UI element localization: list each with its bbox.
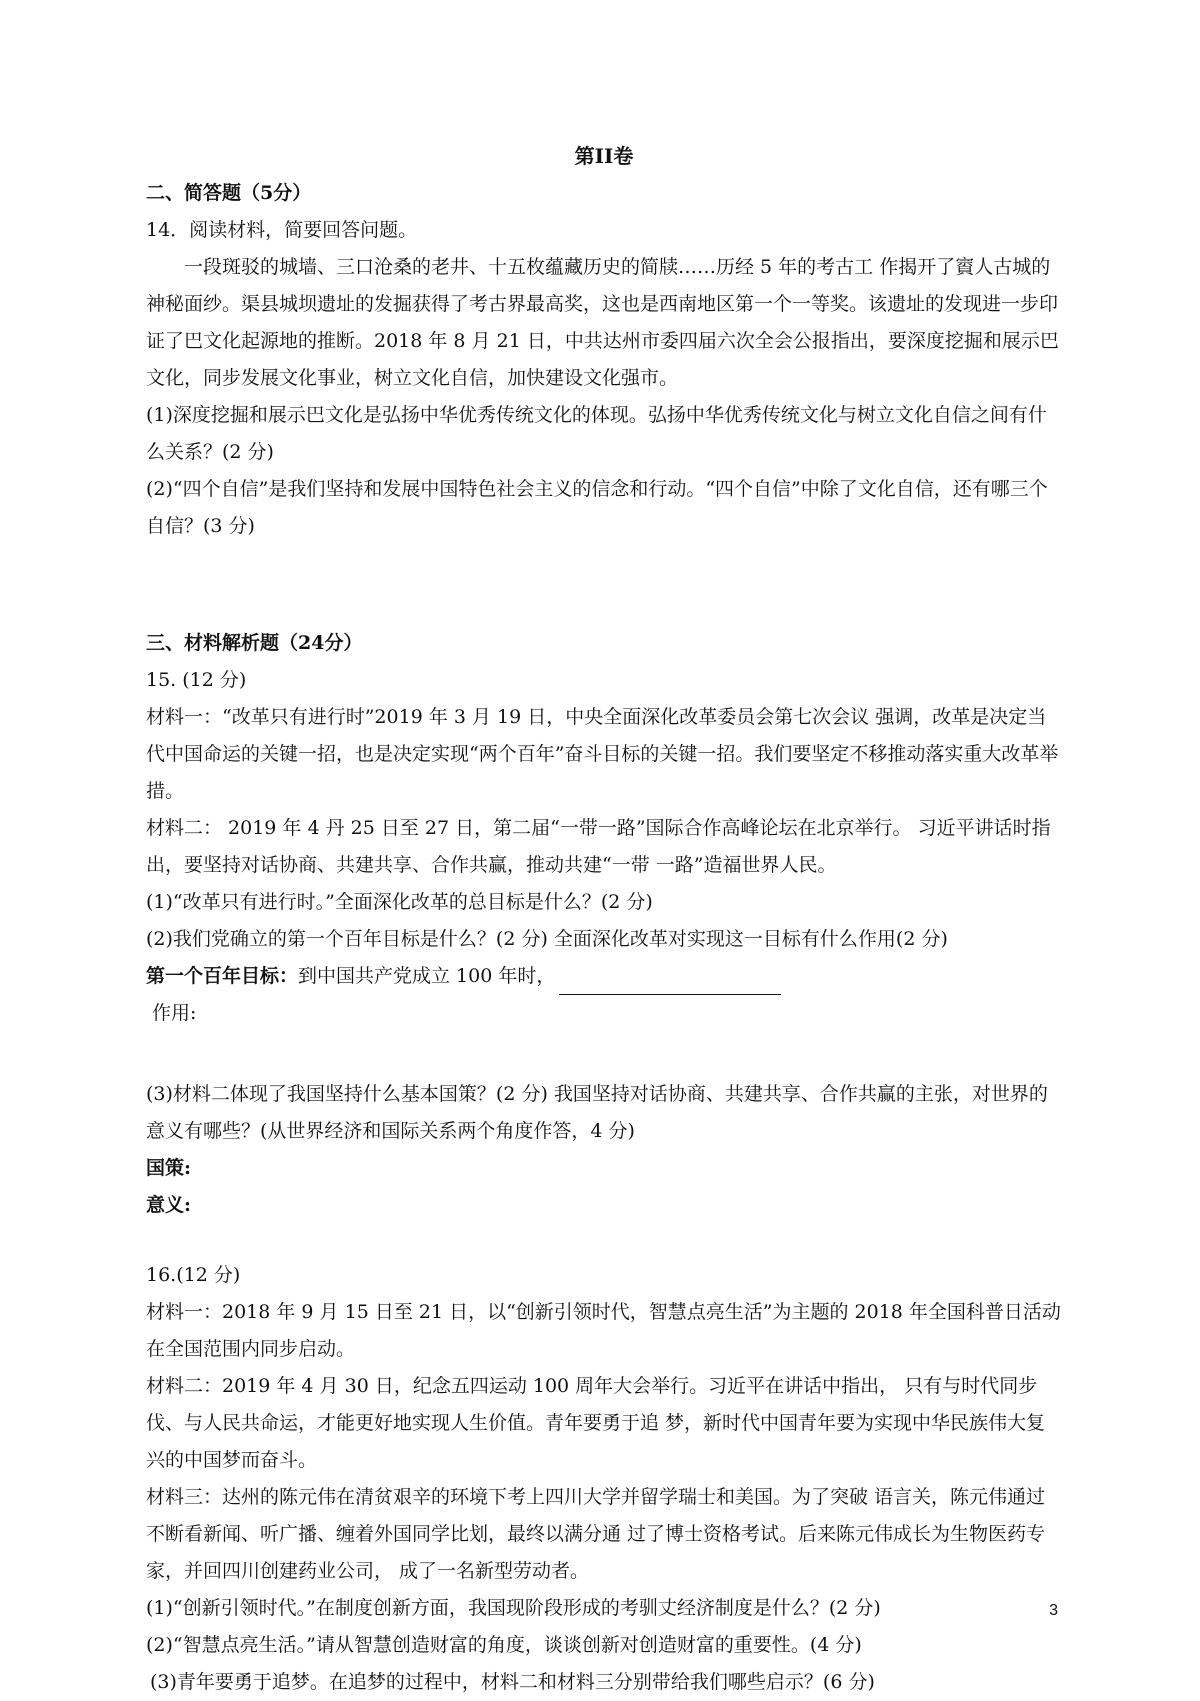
q14-material: 一段斑驳的城墙、三口沧桑的老井、十五枚蕴藏历史的简牍……历经 5 年的考古工 作揭开了賨人古城的神秘面纱。渠县城坝遗址的发掘获得了考古界最高奖，这也是西南地区第一个一等奖。该遗址的发现进一步印证了巴文化起源地的推断。2018 年 8 月 21 日，中共达州市委四届六次全会公报指出，要深度挖掘和展示巴文化，同步发展文化事业，树立文化自信，加快建设文化强市。 (146, 256, 1059, 389)
q15-subquestion-2: (2)我们党确立的第一个百年目标是什么？(2 分) 全面深化改革对实现这一目标有什么作用(2 分) (146, 928, 948, 950)
q14-subquestion-1: (1)深度挖掘和展示巴文化是弘扬中华优秀传统文化的体现。弘扬中华优秀传统文化与树立文化自信之间有什么关系？(2 分) (146, 404, 1047, 463)
q16-subquestion-1: (1)“创新引领时代。”在制度创新方面，我国现阶段形成的考驯丈经济制度是什么？(2 分) (146, 1597, 881, 1619)
part3-heading: 三、材料解析题（24分） (146, 632, 363, 654)
q16-material-1: 材料一：2018 年 9 月 15 日至 21 日，以“创新引领时代，智慧点亮生活”为主题的 2018 年全国科普日活动在全国范围内同步启动。 (146, 1301, 1061, 1360)
q15-intro: 15. (12 分) (146, 669, 247, 691)
answer-space (146, 1032, 1062, 1076)
q16-material-3: 材料三：达州的陈元伟在清贫艰辛的环境下考上四川大学并留学瑞士和美国。为了突破 语言关，陈元伟通过不断看新闻、听广播、缠着外国同学比划，最终以满分通 过了博士资格考试。后来陈元伟成长为生物医药专家，并回四川创建药业公司， 成了一名新型劳动者。 (146, 1486, 1046, 1582)
q15-goal-line (146, 958, 1062, 995)
q14-intro: 14．阅读材料，简要回答问题。 (146, 219, 418, 241)
q16-subquestion-3: (3)青年要勇于追梦。在追梦的过程中，材料二和材料三分别带给我们哪些启示？(6 分) (150, 1671, 875, 1693)
q15-goal-label: 第一个百年目标： (146, 965, 299, 987)
q15-material-1: 材料一：“改革只有进行时”2019 年 3 月 19 日，中央全面深化改革委员会第七次会议 强调，改革是决定当代中国命运的关键一招，也是决定实现“两个百年”奋斗目标的关键一招。我们要坚定不移推动落实重大改革举措。 (146, 706, 1059, 802)
q16-subquestion-2: (2)“智慧点亮生活。”请从智慧创造财富的角度，谈谈创新对创造财富的重要性。(4 分) (146, 1634, 862, 1656)
answer-blank-line[interactable] (559, 968, 781, 995)
q14-subquestion-2: (2)“四个自信”是我们坚持和发展中国特色社会主义的信念和行动。“四个自信”中除了文化自信，还有哪三个自信？(3 分) (146, 478, 1048, 537)
part2-heading: 二、简答题（5分） (146, 182, 312, 204)
q15-material-2: 材料二： 2019 年 4 丹 25 日至 27 日，第二届“一带一路”国际合作高峰论坛在北京举行。 习近平讲话时指出，要坚持对话协商、共建共享、合作共赢，推动共建“一带 一路”造福世界人民。 (146, 817, 1051, 876)
spacer (146, 1224, 1062, 1257)
q16-material-2: 材料二：2019 年 4 月 30 日，纪念五四运动 100 周年大会举行。习近平在讲话中指出， 只有与时代同步伐、与人民共命运，才能更好地实现人生价值。青年要勇于追 梦，新时代中国青年要为实现中华民族伟大复兴的中国梦而奋斗。 (146, 1375, 1046, 1471)
q15-goal-text: 到中国共产党成立 100 年时， (298, 965, 556, 987)
section-title: 第II卷 (574, 144, 634, 168)
q15-subquestion-1: (1)“改革只有进行时。”全面深化改革的总目标是什么？(2 分) (146, 891, 653, 913)
q15-meaning-label: 意义: (146, 1194, 192, 1216)
q15-effect-label: 作用: (152, 1002, 197, 1024)
spacer (146, 545, 1062, 625)
q15-subquestion-3: (3)材料二体现了我国坚持什么基本国策？(2 分) 我国坚持对话协商、共建共享、合作共赢的主张，对世界的意义有哪些？(从世界经济和国际关系两个角度作答，4 分) (146, 1083, 1048, 1142)
page-number: 3 (1049, 1602, 1058, 1619)
q16-intro: 16.(12 分) (146, 1264, 241, 1286)
page-content (146, 138, 1062, 1701)
q15-policy-label: 国策: (146, 1157, 192, 1179)
